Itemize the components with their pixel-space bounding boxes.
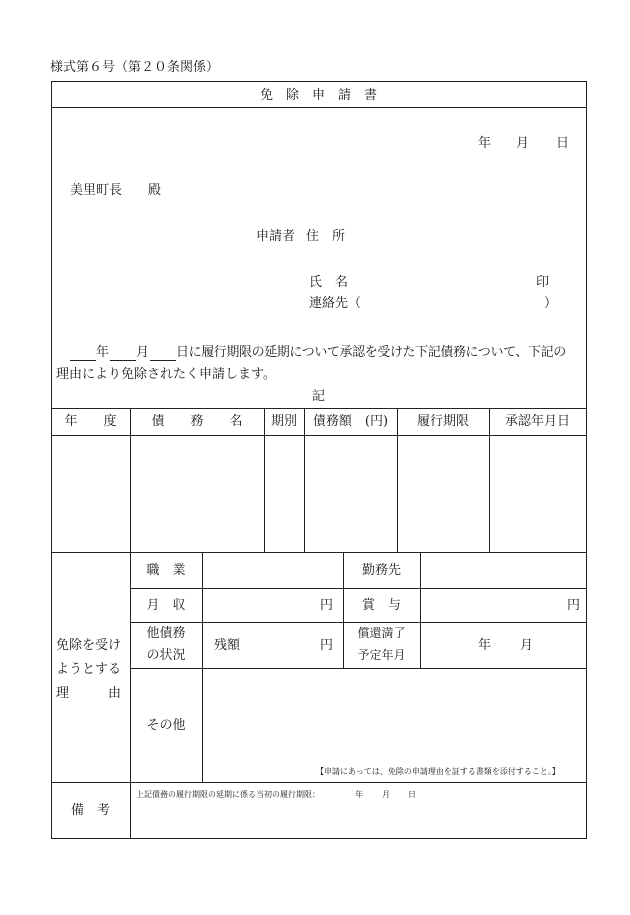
other-label: その他 — [146, 718, 186, 733]
body-year: 年 — [96, 345, 110, 360]
body-month: 月 — [136, 345, 150, 360]
occupation-label: 職 業 — [146, 563, 186, 578]
reason-label-3: 理 由 — [56, 686, 122, 701]
body-sentence-2: 理由により免除されたく申請します。 — [56, 367, 276, 382]
reason-top — [51, 552, 587, 553]
contact-close: ） — [544, 296, 558, 311]
attachment-note: 【申請にあっては、免除の申請理由を証する書類を添付すること。】 — [316, 767, 560, 776]
header-debt-name: 債 務 名 — [151, 414, 243, 429]
other-debt-label-2: の状況 — [146, 648, 186, 663]
repayment-label-1: 償還満了 — [357, 626, 406, 640]
frame-bottom — [51, 838, 587, 839]
bonus-yen: 円 — [567, 598, 581, 613]
repayment-label-2: 予定年月 — [357, 648, 406, 662]
date-day: 日 — [556, 136, 570, 151]
addressee-name: 美里町長 — [70, 183, 123, 198]
header-bottom — [51, 435, 587, 436]
address-label: 住 所 — [306, 229, 346, 244]
remarks-month: 月 — [382, 790, 390, 799]
header-debt-amount: 債務額 (円) — [312, 414, 389, 429]
header-period: 期別 — [270, 414, 297, 429]
frame-top — [51, 81, 587, 82]
monthly-income-label: 月 収 — [146, 598, 186, 613]
bonus-label: 賞 与 — [361, 598, 401, 613]
frame-right — [586, 81, 587, 839]
remarks-text: 上記債務の履行期限の延期に係る当初の履行期限： — [136, 790, 320, 799]
remarks-year: 年 — [355, 790, 363, 799]
date-year: 年 — [478, 136, 492, 151]
reason-row1-bottom — [130, 588, 587, 589]
repay-month: 月 — [520, 638, 534, 653]
year-blank — [70, 360, 96, 361]
date-month: 月 — [516, 136, 530, 151]
reason-row2-bottom — [130, 622, 587, 623]
other-debt-label-1: 他債務 — [146, 626, 186, 641]
reason-label-2: ようとする — [56, 662, 122, 677]
addressee-honorific: 殿 — [148, 183, 162, 198]
month-blank — [110, 360, 136, 361]
reason-bottom — [51, 782, 587, 783]
header-due-date: 履行期限 — [416, 414, 469, 429]
frame-left — [51, 81, 52, 839]
header-approval-date: 承認年月日 — [504, 414, 570, 429]
monthly-income-yen: 円 — [320, 598, 334, 613]
header-fiscal-year: 年 度 — [64, 414, 117, 429]
remarks-label: 備 考 — [70, 803, 110, 818]
balance-label: 残額 — [214, 638, 241, 653]
form-number: 様式第６号（第２０条関係） — [50, 60, 220, 75]
reason-col-3 — [420, 552, 421, 668]
name-label: 氏 名 — [309, 275, 349, 290]
repay-year: 年 — [478, 638, 492, 653]
table-top — [51, 408, 587, 409]
balance-yen: 円 — [320, 638, 334, 653]
contact-label: 連絡先（ — [309, 296, 362, 311]
applicant-label: 申請者 — [256, 229, 296, 244]
col-divider-main — [130, 408, 131, 839]
reason-col-1 — [202, 552, 203, 782]
remarks-day: 日 — [408, 790, 416, 799]
form-title: 免 除 申 請 書 — [259, 88, 377, 103]
workplace-label: 勤務先 — [361, 563, 401, 578]
title-divider — [51, 107, 587, 108]
body-sentence-1: 日に履行期限の延期について承認を受けた下記債務について、下記の — [176, 345, 566, 360]
seal-mark: 印 — [536, 275, 550, 290]
reason-label-1: 免除を受け — [56, 638, 122, 653]
reason-row3-bottom — [130, 668, 587, 669]
day-blank — [150, 360, 176, 361]
ki-mark: 記 — [311, 389, 325, 404]
